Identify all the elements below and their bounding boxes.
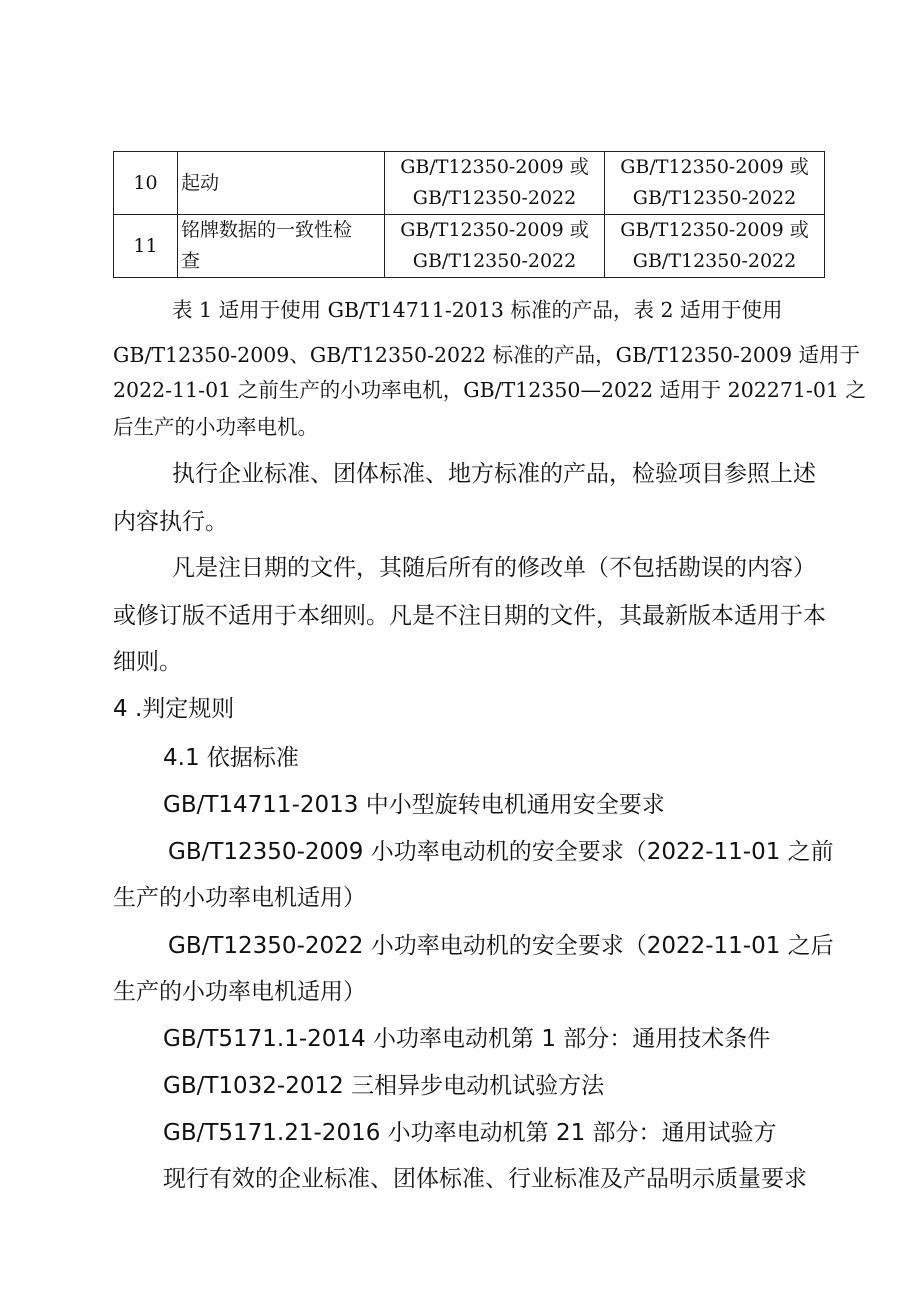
standard-item: GB/T5171.21-2016 小功率电动机第 21 部分：通用试验方 [163, 1120, 777, 1146]
standard-item: GB/T5171.1-2014 小功率电动机第 1 部分：通用技术条件 [163, 1026, 771, 1052]
paragraph-line: GB/T12350-2009、GB/T12350-2022 标准的产品，GB/T12350-2009 适用于 [113, 343, 861, 367]
standard-item: GB/T12350-2009 小功率电动机的安全要求（2022-11-01 之前 [168, 839, 834, 865]
item-number: 11 [114, 215, 178, 278]
paragraph-line: 2022-11-01 之前生产的小功率电机，GB/T12350—2022 适用于 202271-01 之 [113, 378, 866, 402]
item-number: 10 [114, 152, 178, 215]
standard-item: GB/T12350-2022 小功率电动机的安全要求（2022-11-01 之后 [168, 933, 834, 959]
table-row [114, 152, 825, 215]
standard-item: 现行有效的企业标准、团体标准、行业标准及产品明示质量要求 [163, 1166, 807, 1192]
standard-ref: GB/T12350-2009 或 GB/T12350-2022 [385, 215, 605, 278]
paragraph-line: 内容执行。 [113, 509, 228, 535]
paragraph-line: 执行企业标准、团体标准、地方标准的产品，检验项目参照上述 [172, 461, 816, 487]
standard-item: 生产的小功率电机适用） [113, 979, 366, 1005]
standard-item: GB/T1032-2012 三相异步电动机试验方法 [163, 1073, 605, 1099]
paragraph-line: 表 1 适用于使用 GB/T14711-2013 标准的产品，表 2 适用于使用 [172, 298, 783, 322]
paragraph-line: 凡是注日期的文件，其随后所有的修改单（不包括勘误的内容） [172, 555, 816, 581]
item-name: 铭牌数据的一致性检 查 [178, 215, 385, 278]
standard-ref: GB/T12350-2009 或 GB/T12350-2022 [385, 152, 605, 215]
subsection-heading: 4.1 依据标准 [163, 745, 299, 771]
table-row [114, 215, 825, 278]
paragraph-line: 或修订版不适用于本细则。凡是不注日期的文件，其最新版本适用于本 [113, 603, 826, 629]
paragraph-line: 后生产的小功率电机。 [113, 415, 318, 439]
section-heading: 4 .判定规则 [113, 696, 235, 722]
standard-ref: GB/T12350-2009 或 GB/T12350-2022 [605, 215, 825, 278]
standard-item: GB/T14711-2013 中小型旋转电机通用安全要求 [163, 792, 665, 818]
inspection-table [113, 151, 825, 278]
paragraph-line: 细则。 [113, 649, 182, 675]
item-name: 起动 [178, 152, 385, 215]
standard-item: 生产的小功率电机适用） [113, 885, 366, 911]
standard-ref: GB/T12350-2009 或 GB/T12350-2022 [605, 152, 825, 215]
